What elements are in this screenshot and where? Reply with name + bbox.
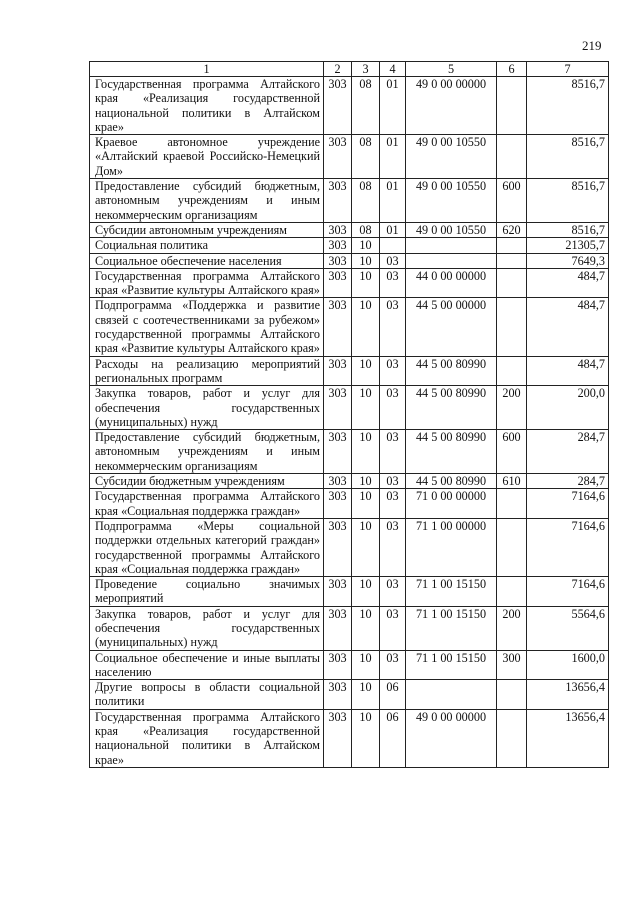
row-name-cell: Закупка товаров, работ и услуг для обеспечения государственных (муниципальных) нужд (90, 386, 324, 430)
row-subsection-cell: 03 (380, 386, 406, 430)
row-name-cell: Расходы на реализацию мероприятий региональных программ (90, 356, 324, 386)
row-target-cell: 49 0 00 00000 (406, 709, 497, 767)
row-target-cell: 44 5 00 80990 (406, 430, 497, 474)
row-amount-cell: 7164,6 (527, 489, 609, 519)
header-cell: 4 (380, 62, 406, 77)
table-row (90, 709, 609, 767)
row-name-cell: Государственная программа Алтайского края «Реализация государственной национальной политики в Алтайском крае» (90, 709, 324, 767)
row-code-cell: 303 (324, 518, 352, 576)
row-code-cell: 303 (324, 577, 352, 607)
page-number: 219 (582, 38, 602, 53)
row-code-cell: 303 (324, 489, 352, 519)
row-amount-cell: 8516,7 (527, 135, 609, 179)
row-subsection-cell: 01 (380, 222, 406, 237)
row-amount-cell: 5564,6 (527, 606, 609, 650)
row-section-cell: 10 (352, 430, 380, 474)
row-target-cell: 49 0 00 10550 (406, 135, 497, 179)
row-subsection-cell: 06 (380, 680, 406, 710)
row-target-cell: 71 1 00 15150 (406, 606, 497, 650)
table-row (90, 238, 609, 253)
row-target-cell: 44 5 00 80990 (406, 474, 497, 489)
row-section-cell: 10 (352, 386, 380, 430)
row-name-cell: Субсидии автономным учреждениям (90, 222, 324, 237)
table-row (90, 489, 609, 519)
row-code-cell: 303 (324, 386, 352, 430)
row-subsection-cell: 03 (380, 650, 406, 680)
row-subsection-cell: 06 (380, 709, 406, 767)
row-target-cell (406, 238, 497, 253)
row-name-cell: Краевое автономное учреждение «Алтайский краевой Российско-Немецкий Дом» (90, 135, 324, 179)
row-subsection-cell: 01 (380, 135, 406, 179)
row-target-cell: 44 0 00 00000 (406, 268, 497, 298)
row-type-cell: 200 (497, 386, 527, 430)
row-type-cell (497, 577, 527, 607)
row-subsection-cell: 01 (380, 77, 406, 135)
row-name-cell: Проведение социально значимых мероприятий (90, 577, 324, 607)
row-type-cell (497, 238, 527, 253)
row-section-cell: 10 (352, 356, 380, 386)
row-amount-cell: 1600,0 (527, 650, 609, 680)
row-type-cell (497, 356, 527, 386)
row-subsection-cell (380, 238, 406, 253)
row-section-cell: 10 (352, 489, 380, 519)
row-name-cell: Подпрограмма «Меры социальной поддержки отдельных категорий граждан» государственной программы Алтайского края «Социальная поддержка граждан» (90, 518, 324, 576)
row-amount-cell: 7164,6 (527, 518, 609, 576)
row-type-cell (497, 709, 527, 767)
row-target-cell: 71 1 00 00000 (406, 518, 497, 576)
budget-table (89, 61, 609, 768)
row-code-cell: 303 (324, 356, 352, 386)
row-section-cell: 10 (352, 253, 380, 268)
table-body (90, 62, 609, 768)
row-subsection-cell: 03 (380, 430, 406, 474)
row-section-cell: 08 (352, 179, 380, 223)
row-subsection-cell: 03 (380, 268, 406, 298)
row-type-cell: 300 (497, 650, 527, 680)
row-code-cell: 303 (324, 298, 352, 356)
row-section-cell: 10 (352, 606, 380, 650)
table-row (90, 386, 609, 430)
row-subsection-cell: 03 (380, 489, 406, 519)
row-subsection-cell: 03 (380, 606, 406, 650)
table-row (90, 650, 609, 680)
row-amount-cell: 7164,6 (527, 577, 609, 607)
row-section-cell: 10 (352, 518, 380, 576)
row-subsection-cell: 03 (380, 356, 406, 386)
row-section-cell: 10 (352, 680, 380, 710)
row-subsection-cell: 01 (380, 179, 406, 223)
row-type-cell (497, 268, 527, 298)
row-name-cell: Закупка товаров, работ и услуг для обеспечения государственных (муниципальных) нужд (90, 606, 324, 650)
row-code-cell: 303 (324, 650, 352, 680)
row-amount-cell: 13656,4 (527, 709, 609, 767)
row-section-cell: 08 (352, 77, 380, 135)
row-code-cell: 303 (324, 179, 352, 223)
header-cell: 2 (324, 62, 352, 77)
row-section-cell: 10 (352, 474, 380, 489)
row-type-cell (497, 489, 527, 519)
row-target-cell: 44 5 00 80990 (406, 386, 497, 430)
row-code-cell: 303 (324, 474, 352, 489)
row-code-cell: 303 (324, 680, 352, 710)
row-amount-cell: 200,0 (527, 386, 609, 430)
row-amount-cell: 484,7 (527, 268, 609, 298)
row-amount-cell: 484,7 (527, 298, 609, 356)
row-section-cell: 10 (352, 577, 380, 607)
row-type-cell: 600 (497, 430, 527, 474)
row-target-cell: 71 1 00 15150 (406, 577, 497, 607)
table-row (90, 606, 609, 650)
row-name-cell: Социальная политика (90, 238, 324, 253)
table-header-row (90, 62, 609, 77)
row-subsection-cell: 03 (380, 298, 406, 356)
header-cell: 1 (90, 62, 324, 77)
row-target-cell (406, 253, 497, 268)
row-name-cell: Субсидии бюджетным учреждениям (90, 474, 324, 489)
row-code-cell: 303 (324, 238, 352, 253)
row-amount-cell: 284,7 (527, 474, 609, 489)
row-section-cell: 10 (352, 298, 380, 356)
row-amount-cell: 8516,7 (527, 77, 609, 135)
table-row (90, 518, 609, 576)
row-target-cell: 49 0 00 00000 (406, 77, 497, 135)
row-amount-cell: 13656,4 (527, 680, 609, 710)
row-amount-cell: 8516,7 (527, 222, 609, 237)
table-row (90, 268, 609, 298)
row-name-cell: Социальное обеспечение и иные выплаты населению (90, 650, 324, 680)
row-subsection-cell: 03 (380, 253, 406, 268)
row-name-cell: Государственная программа Алтайского края «Реализация государственной национальной политики в Алтайском крае» (90, 77, 324, 135)
row-subsection-cell: 03 (380, 518, 406, 576)
row-target-cell: 44 5 00 00000 (406, 298, 497, 356)
row-type-cell: 610 (497, 474, 527, 489)
row-type-cell (497, 253, 527, 268)
table-row (90, 253, 609, 268)
table-row (90, 430, 609, 474)
row-section-cell: 10 (352, 238, 380, 253)
row-code-cell: 303 (324, 253, 352, 268)
row-amount-cell: 21305,7 (527, 238, 609, 253)
row-amount-cell: 7649,3 (527, 253, 609, 268)
table-row (90, 577, 609, 607)
row-type-cell: 600 (497, 179, 527, 223)
row-type-cell (497, 680, 527, 710)
table-row (90, 77, 609, 135)
row-section-cell: 10 (352, 650, 380, 680)
row-code-cell: 303 (324, 135, 352, 179)
row-name-cell: Другие вопросы в области социальной политики (90, 680, 324, 710)
table-row (90, 474, 609, 489)
row-name-cell: Предоставление субсидий бюджетным, автономным учреждениям и иным некоммерческим организациям (90, 179, 324, 223)
row-code-cell: 303 (324, 709, 352, 767)
table-row (90, 298, 609, 356)
row-target-cell: 44 5 00 80990 (406, 356, 497, 386)
row-amount-cell: 284,7 (527, 430, 609, 474)
header-cell: 6 (497, 62, 527, 77)
row-type-cell: 620 (497, 222, 527, 237)
row-code-cell: 303 (324, 222, 352, 237)
row-amount-cell: 484,7 (527, 356, 609, 386)
row-code-cell: 303 (324, 430, 352, 474)
row-subsection-cell: 03 (380, 577, 406, 607)
row-type-cell: 200 (497, 606, 527, 650)
header-cell: 5 (406, 62, 497, 77)
table-row (90, 135, 609, 179)
row-name-cell: Социальное обеспечение населения (90, 253, 324, 268)
table-row (90, 179, 609, 223)
row-amount-cell: 8516,7 (527, 179, 609, 223)
row-section-cell: 08 (352, 135, 380, 179)
header-cell: 3 (352, 62, 380, 77)
row-code-cell: 303 (324, 268, 352, 298)
row-type-cell (497, 77, 527, 135)
row-code-cell: 303 (324, 606, 352, 650)
row-section-cell: 10 (352, 268, 380, 298)
row-name-cell: Государственная программа Алтайского края «Развитие культуры Алтайского края» (90, 268, 324, 298)
row-target-cell: 71 1 00 15150 (406, 650, 497, 680)
row-name-cell: Государственная программа Алтайского края «Социальная поддержка граждан» (90, 489, 324, 519)
row-target-cell: 71 0 00 00000 (406, 489, 497, 519)
header-cell: 7 (527, 62, 609, 77)
row-target-cell: 49 0 00 10550 (406, 179, 497, 223)
row-section-cell: 10 (352, 709, 380, 767)
table-row (90, 680, 609, 710)
row-subsection-cell: 03 (380, 474, 406, 489)
row-section-cell: 08 (352, 222, 380, 237)
table-row (90, 356, 609, 386)
row-name-cell: Предоставление субсидий бюджетным, автономным учреждениям и иным некоммерческим организациям (90, 430, 324, 474)
row-name-cell: Подпрограмма «Поддержка и развитие связей с соотечественниками за рубежом» государственной программы Алтайского края «Развитие культуры Алтайского края» (90, 298, 324, 356)
row-target-cell: 49 0 00 10550 (406, 222, 497, 237)
row-type-cell (497, 298, 527, 356)
row-target-cell (406, 680, 497, 710)
row-type-cell (497, 135, 527, 179)
table-row (90, 222, 609, 237)
row-type-cell (497, 518, 527, 576)
row-code-cell: 303 (324, 77, 352, 135)
